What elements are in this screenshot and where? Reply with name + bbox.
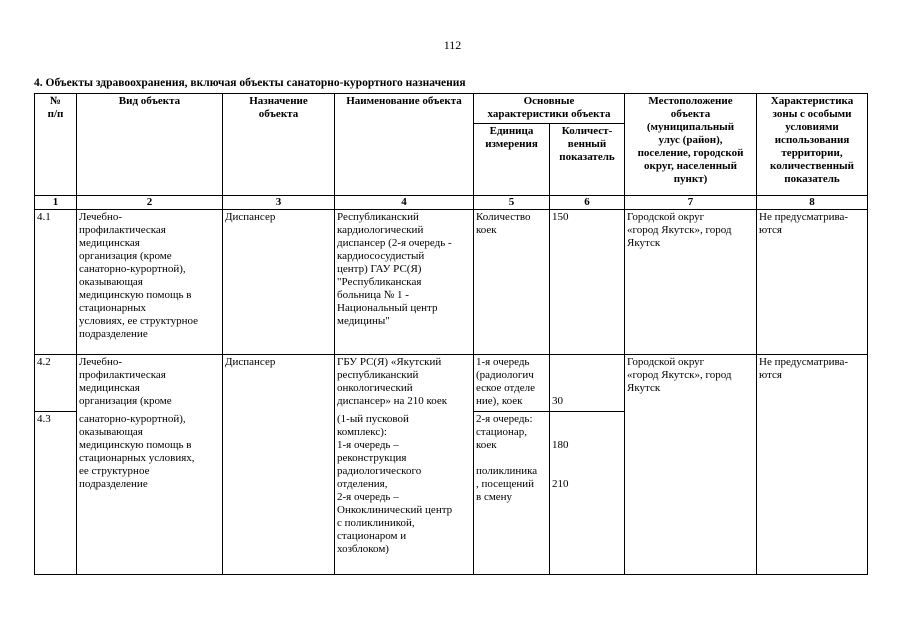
row-quantity: 150	[550, 210, 625, 355]
header-name: Наименование объекта	[335, 94, 474, 196]
row-name: ГБУ РС(Я) «Якутский республиканский онкологический диспансер» на 210 коек	[335, 355, 474, 412]
row-unit: 2-я очередь: стационар, коек поликлиника , посещений в смену	[474, 412, 550, 575]
header-characteristics: Основные характеристики объекта	[474, 94, 625, 124]
column-number: 4	[335, 196, 474, 210]
column-numbers-row	[35, 196, 868, 210]
row-quantity-value: 30	[552, 395, 563, 407]
row-location: Городской округ «город Якутск», город Якутск	[625, 355, 757, 575]
row-num: 4.3	[35, 412, 77, 575]
column-number: 2	[77, 196, 223, 210]
column-number: 6	[550, 196, 625, 210]
row-num: 4.2	[35, 355, 77, 412]
row-type: Лечебно- профилактическая медицинская организация (кроме	[77, 355, 223, 412]
row-unit: Количество коек	[474, 210, 550, 355]
row-zone: Не предусматрива- ются	[757, 355, 868, 575]
header-type: Вид объекта	[77, 94, 223, 196]
column-number: 8	[757, 196, 868, 210]
row-name: (1-ый пусковой комплекс): 1-я очередь – реконструкция радиологического отделения, 2-я очередь – Онкоклинический центр с поликлиникой, стационаром и хозблоком)	[335, 412, 474, 575]
row-quantity-values: 180 210	[552, 439, 569, 490]
column-number: 5	[474, 196, 550, 210]
row-zone: Не предусматрива- ются	[757, 210, 868, 355]
column-number: 7	[625, 196, 757, 210]
header-zone: Характеристика зоны с особыми условиями использования территории, количественный показатель	[757, 94, 868, 196]
row-quantity	[550, 355, 625, 412]
column-number: 1	[35, 196, 77, 210]
row-type: Лечебно- профилактическая медицинская организация (кроме санаторно-курортной), оказывающая медицинскую помощь в стационарных условиях, ее структурное подразделение	[77, 210, 223, 355]
header-location: Местоположение объекта (муниципальный улус (район), поселение, городской округ, населенный пункт)	[625, 94, 757, 196]
row-type: санаторно-курортной), оказывающая медицинскую помощь в стационарных условиях, ее структурное подразделение	[77, 412, 223, 575]
row-quantity	[550, 412, 625, 575]
header-quantity: Количест- венный показатель	[550, 124, 625, 196]
header-unit: Единица измерения	[474, 124, 550, 196]
header-row	[35, 94, 868, 124]
row-num: 4.1	[35, 210, 77, 355]
page-number: 112	[443, 38, 462, 52]
header-num: № п/п	[35, 94, 77, 196]
table-row	[35, 210, 868, 355]
section-title: 4. Объекты здравоохранения, включая объекты санаторно-курортного назначения	[34, 77, 466, 89]
column-number: 3	[223, 196, 335, 210]
row-name: Республиканский кардиологический диспансер (2-я очередь - кардиососудистый центр) ГАУ РС(Я) "Республиканская больница № 1 - Национальный центр медицины"	[335, 210, 474, 355]
row-purpose: Диспансер	[223, 210, 335, 355]
row-location: Городской округ «город Якутск», город Якутск	[625, 210, 757, 355]
header-purpose: Назначение объекта	[223, 94, 335, 196]
table-row	[35, 355, 868, 412]
row-unit: 1-я очередь (радиологич еское отделе ние), коек	[474, 355, 550, 412]
health-facilities-table	[34, 93, 868, 575]
row-purpose: Диспансер	[223, 355, 335, 575]
